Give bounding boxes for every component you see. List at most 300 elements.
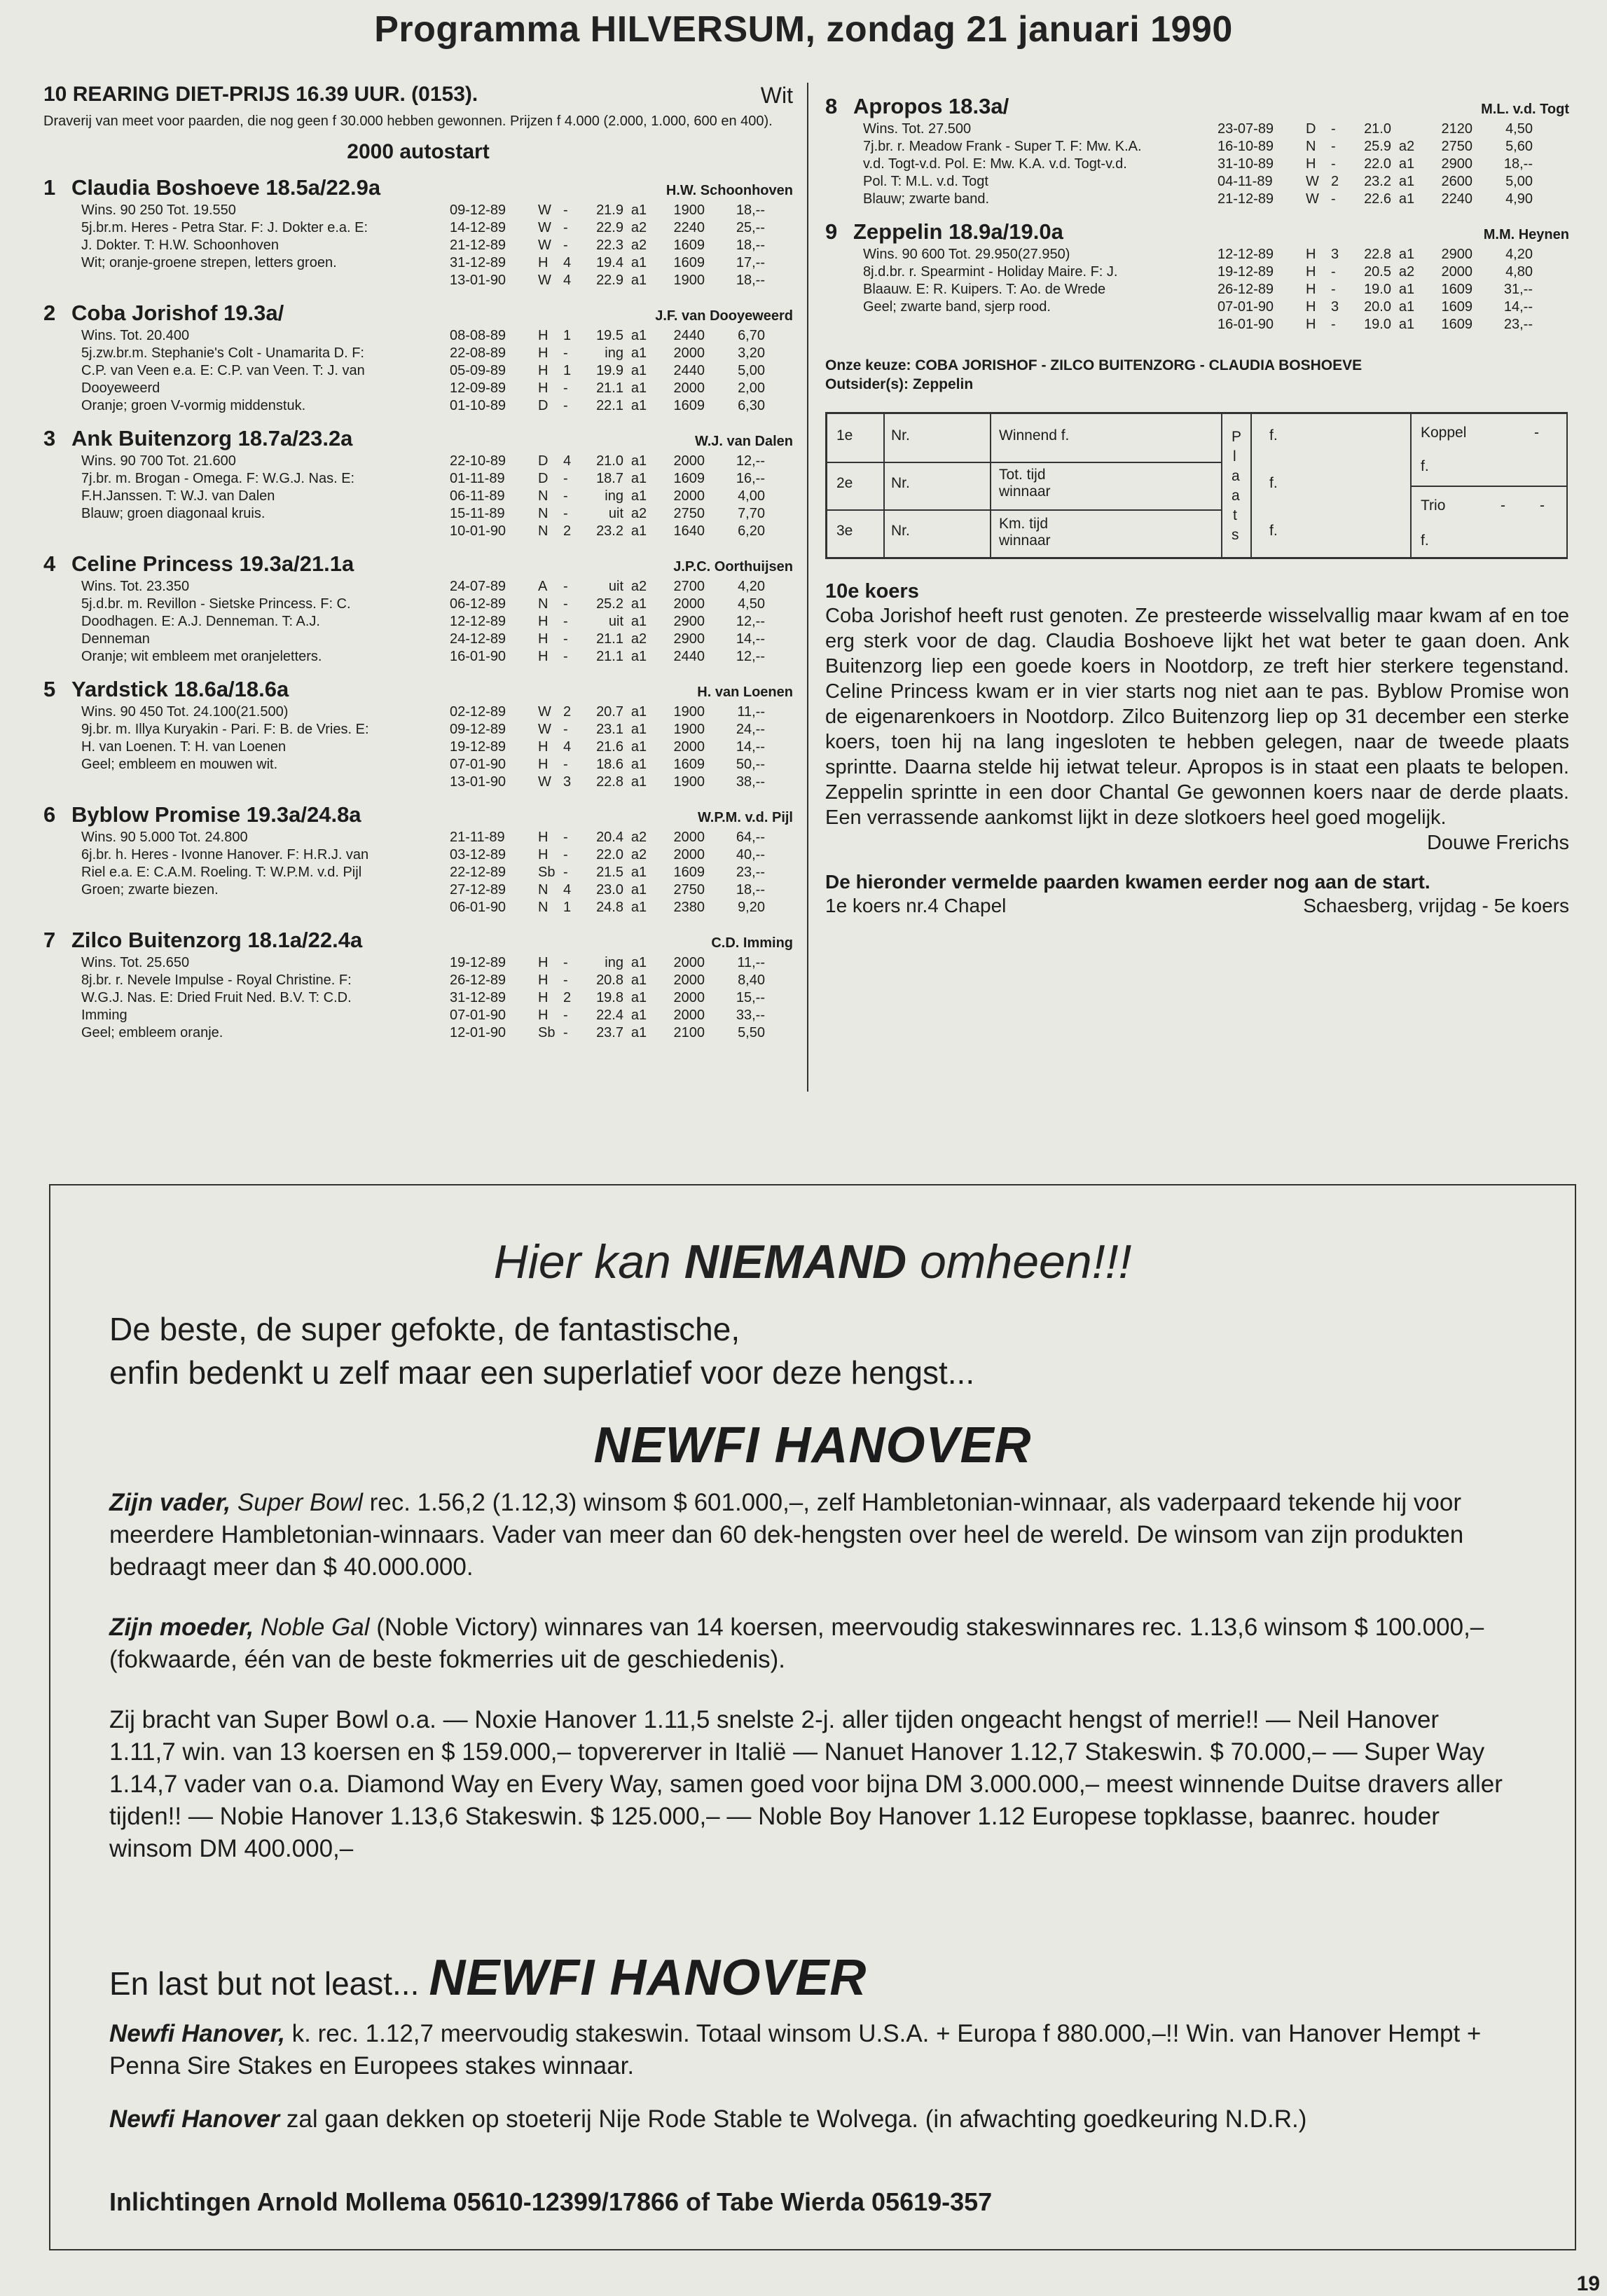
result-cell: W xyxy=(538,774,551,790)
ad-stud-text: zal gaan dekken op stoeterij Nije Rode Stable te Wolvega. (in afwachting goedkeuring N.D.R.) xyxy=(280,2105,1307,2133)
result-cell: 4 xyxy=(563,882,572,898)
result-cell: 1900 xyxy=(673,774,705,790)
result-cell: 31-12-89 xyxy=(450,990,506,1005)
result-cell: 19.9 xyxy=(596,363,623,378)
earlier-row xyxy=(825,895,1569,917)
result-cell xyxy=(1391,121,1422,138)
race-title: 10 REARING DIET-PRIJS 16.39 UUR. (0153). xyxy=(43,83,478,106)
result-cell: D xyxy=(538,453,549,469)
result-cell: 2900 xyxy=(673,631,705,647)
horse-info-line: Geel; embleem oranje. xyxy=(81,1025,223,1040)
result-cell: 04-11-89 xyxy=(1218,174,1273,189)
our-choice xyxy=(825,356,1569,394)
result-cell: 1609 xyxy=(1441,282,1472,297)
result-cell: 18.6 xyxy=(596,757,623,772)
grid-label: Km. tijd xyxy=(999,516,1049,532)
left-column xyxy=(43,83,793,1042)
ad-title-pre: Hier kan xyxy=(493,1235,684,1288)
result-cell: 4,50 xyxy=(1505,121,1533,137)
result-row xyxy=(450,1007,793,1024)
advertisement xyxy=(49,1184,1576,2250)
horse-info-line: Wins. 90 450 Tot. 24.100(21.500) xyxy=(81,704,289,720)
comment-author: Douwe Frerichs xyxy=(1426,832,1569,854)
horse-info-line: C.P. van Veen e.a. E: C.P. van Veen. T: J. van xyxy=(81,363,365,378)
horse-entry xyxy=(43,301,793,415)
result-cell: a1 xyxy=(1398,191,1415,207)
result-cell: H xyxy=(1306,156,1316,172)
result-cell: 4 xyxy=(563,453,572,469)
horse-info-line: Wins. Tot. 20.400 xyxy=(81,328,190,343)
horse-header xyxy=(43,928,793,953)
ad-stud-lead: Newfi Hanover xyxy=(109,2105,280,2133)
ad-intro-line: enfin bedenkt u zelf maar een superlatief voor deze hengst... xyxy=(109,1354,975,1391)
result-cell: - xyxy=(563,847,568,862)
result-cell: - xyxy=(563,757,568,772)
result-cell: a1 xyxy=(630,255,647,270)
horse-info xyxy=(43,829,450,916)
result-cell: - xyxy=(563,471,568,486)
result-cell: 22.9 xyxy=(596,273,623,288)
result-cell: a1 xyxy=(630,774,647,790)
result-cell: a1 xyxy=(630,614,647,629)
horse-trainer: J.P.C. Oorthuijsen xyxy=(673,559,793,575)
horse-info-line: Oranje; wit embleem met oranjeletters. xyxy=(81,649,322,664)
result-cell: 17,-- xyxy=(736,255,765,270)
result-cell: a1 xyxy=(630,596,647,612)
result-cell: - xyxy=(1331,139,1336,154)
result-cell: 2000 xyxy=(673,955,705,970)
horse-info-line: Pol. T: M.L. v.d. Togt xyxy=(863,174,988,189)
result-cell: W xyxy=(538,202,551,218)
result-cell: 2000 xyxy=(673,345,705,361)
result-cell: 13-01-90 xyxy=(450,273,506,288)
result-cell: N xyxy=(538,488,549,504)
result-row xyxy=(450,613,793,631)
result-cell: 15,-- xyxy=(736,990,765,1005)
horse-title: Byblow Promise 19.3a/24.8a xyxy=(71,802,361,827)
result-cell: 07-01-90 xyxy=(450,1008,506,1023)
horse-trainer: W.P.M. v.d. Pijl xyxy=(698,810,793,825)
result-cell: 2000 xyxy=(673,380,705,396)
result-cell: 1640 xyxy=(673,523,705,539)
result-cell: 2000 xyxy=(1441,264,1472,280)
earlier-left: 1e koers nr.4 Chapel xyxy=(825,895,1007,916)
result-cell: 26-12-89 xyxy=(450,972,506,988)
horse-entry xyxy=(43,426,793,540)
result-cell: 2440 xyxy=(673,363,705,378)
horse-name xyxy=(43,802,361,827)
result-row xyxy=(450,774,793,791)
horse-results xyxy=(1218,246,1569,334)
result-cell: 2750 xyxy=(673,882,705,898)
result-cell: 2240 xyxy=(673,220,705,235)
horse-results xyxy=(450,327,793,415)
horse-header xyxy=(43,551,793,577)
result-cell: H xyxy=(538,631,549,647)
result-cell: a1 xyxy=(630,273,647,288)
result-cell: - xyxy=(563,238,568,253)
result-row xyxy=(450,380,793,397)
result-cell: 23.0 xyxy=(596,882,623,898)
ad-father-name: Super Bowl xyxy=(237,1489,363,1516)
result-cell: - xyxy=(563,579,568,594)
ad-title-bold: NIEMAND xyxy=(684,1235,907,1288)
ad-intro xyxy=(109,1307,1440,1394)
grid-label: Nr. xyxy=(891,475,910,491)
result-cell: a1 xyxy=(630,1025,647,1040)
grid-label: a xyxy=(1232,488,1240,504)
result-cell: 1609 xyxy=(673,238,705,253)
grid-label: 3e xyxy=(836,523,853,539)
result-cell: 12-09-89 xyxy=(450,380,506,396)
horse-info xyxy=(43,703,450,791)
result-cell: - xyxy=(563,380,568,396)
result-cell: a2 xyxy=(630,238,647,253)
horse-trainer: C.D. Imming xyxy=(711,935,793,951)
result-cell: 27-12-89 xyxy=(450,882,506,898)
result-cell: 2000 xyxy=(673,596,705,612)
result-row xyxy=(450,237,793,254)
horse-title: Zeppelin 18.9a/19.0a xyxy=(853,219,1063,244)
result-row xyxy=(450,505,793,523)
result-cell: 2750 xyxy=(673,506,705,521)
result-cell: 23.1 xyxy=(596,722,623,737)
horse-number: 9 xyxy=(825,219,838,244)
result-cell: 6,70 xyxy=(738,328,765,343)
horse-name xyxy=(43,301,284,326)
horse-name xyxy=(43,677,289,702)
result-cell: 16-01-90 xyxy=(1218,317,1274,332)
result-cell: H xyxy=(538,328,549,343)
horse-body xyxy=(43,954,793,1042)
result-cell: H xyxy=(538,757,549,772)
result-cell: a2 xyxy=(1398,264,1415,280)
result-cell: N xyxy=(538,596,549,612)
result-cell: H xyxy=(1306,282,1316,297)
result-cell: 21.9 xyxy=(596,202,623,218)
result-row xyxy=(1218,191,1569,208)
result-row xyxy=(450,596,793,613)
result-row xyxy=(450,272,793,289)
grid-label: f. xyxy=(1421,458,1429,474)
result-cell: H xyxy=(538,255,549,270)
result-cell: 31-10-89 xyxy=(1218,156,1274,172)
result-cell: 06-12-89 xyxy=(450,596,506,612)
result-cell: 3 xyxy=(1331,247,1339,262)
horse-info-line: Wins. 90 250 Tot. 19.550 xyxy=(81,202,236,218)
result-cell: 16,-- xyxy=(736,471,765,486)
betting-grid xyxy=(825,412,1568,559)
horse-title: Coba Jorishof 19.3a/ xyxy=(71,301,284,325)
result-cell: - xyxy=(1331,121,1336,137)
result-cell: 2 xyxy=(563,523,572,539)
result-cell: 12-12-89 xyxy=(1218,247,1274,262)
horse-title: Yardstick 18.6a/18.6a xyxy=(71,677,289,701)
result-cell: - xyxy=(563,830,568,845)
result-cell: H xyxy=(538,990,549,1005)
horse-info-line: 8j.d.br. r. Spearmint - Holiday Maire. F: J. xyxy=(863,264,1118,280)
result-cell: 21.5 xyxy=(596,865,623,880)
horse-info-line: Blauw; groen diagonaal kruis. xyxy=(81,506,265,521)
result-row xyxy=(450,738,793,756)
grid-label: f. xyxy=(1269,475,1278,491)
result-cell: 21-12-89 xyxy=(1218,191,1274,207)
result-cell: H xyxy=(538,972,549,988)
result-cell: 06-01-90 xyxy=(450,900,506,915)
grid-label: a xyxy=(1232,468,1240,484)
result-cell: 1 xyxy=(563,900,572,915)
result-cell: 4 xyxy=(563,273,572,288)
result-cell: 4,00 xyxy=(738,488,765,504)
result-cell: 09-12-89 xyxy=(450,722,506,737)
result-cell: a1 xyxy=(630,722,647,737)
result-cell: 12,-- xyxy=(736,614,765,629)
horse-trainer: H. van Loenen xyxy=(697,685,793,700)
horse-number: 1 xyxy=(43,175,56,200)
grid-label: l xyxy=(1233,448,1236,465)
result-cell: 2,00 xyxy=(738,380,765,396)
result-cell: W xyxy=(538,722,551,737)
result-row xyxy=(450,453,793,470)
result-cell: 12,-- xyxy=(736,453,765,469)
result-cell: 2000 xyxy=(673,488,705,504)
result-cell: a1 xyxy=(630,649,647,664)
result-cell: 23,-- xyxy=(1503,317,1533,332)
horse-info-line: Geel; embleem en mouwen wit. xyxy=(81,757,278,772)
result-cell: - xyxy=(563,614,568,629)
result-cell: 18,-- xyxy=(1503,156,1533,172)
result-cell: 20.7 xyxy=(596,704,623,720)
grid-label: Nr. xyxy=(891,523,910,539)
result-cell: 22.0 xyxy=(1364,156,1391,172)
result-cell: 1 xyxy=(563,328,572,343)
result-cell: 20.8 xyxy=(596,972,623,988)
result-cell: a2 xyxy=(630,847,647,862)
grid-label: f. xyxy=(1269,427,1278,444)
result-cell: 2000 xyxy=(673,990,705,1005)
horse-info-line: Wins. 90 5.000 Tot. 24.800 xyxy=(81,830,248,845)
ad-father-lead: Zijn vader, xyxy=(109,1489,231,1516)
grid-cell xyxy=(827,413,884,462)
result-cell: ing xyxy=(605,488,623,504)
result-cell: H xyxy=(538,345,549,361)
result-cell: 9,20 xyxy=(738,900,765,915)
result-cell: 25,-- xyxy=(736,220,765,235)
result-cell: 22-08-89 xyxy=(450,345,506,361)
result-cell: uit xyxy=(608,614,623,629)
result-cell: 16-01-90 xyxy=(450,649,506,664)
result-cell: - xyxy=(563,631,568,647)
result-row xyxy=(450,703,793,721)
horse-info-line: Riel e.a. E: C.A.M. Roeling. T: W.P.M. v.d. Pijl xyxy=(81,865,362,880)
result-cell: 3 xyxy=(563,774,572,790)
result-row xyxy=(450,648,793,666)
result-cell: a2 xyxy=(630,506,647,521)
result-cell: 12-12-89 xyxy=(450,614,506,629)
result-cell: 33,-- xyxy=(736,1008,765,1023)
result-cell: H xyxy=(538,955,549,970)
result-cell: 19.0 xyxy=(1364,282,1391,297)
horse-info-line: Dooyeweerd xyxy=(81,380,160,396)
horse-info-line: 5j.d.br. m. Revillon - Sietske Princess. F: C. xyxy=(81,596,351,612)
grid-label: f. xyxy=(1421,532,1429,549)
result-cell: 1609 xyxy=(673,255,705,270)
result-cell: 2000 xyxy=(673,972,705,988)
horse-entry xyxy=(43,928,793,1042)
race-header xyxy=(43,83,793,109)
result-cell: 21.6 xyxy=(596,739,623,755)
horse-title: Claudia Boshoeve 18.5a/22.9a xyxy=(71,175,381,200)
ad-father-text: rec. 1.56,2 (1.12,3) winsom $ 601.000,–, zelf Hambletonian-winnaar, als vaderpaard tekende hij voor meerdere Hambletonian-winnaars. Vader van meer dan 60 dek-hengsten over heel de wereld. De winsom van zijn produkten bedraagt meer dan $ 40.000.000. xyxy=(109,1489,1464,1581)
grid-label: P xyxy=(1232,429,1242,445)
horse-entry xyxy=(825,219,1569,334)
result-cell: 24-12-89 xyxy=(450,631,506,647)
result-cell: 23.2 xyxy=(1364,174,1391,189)
result-cell: - xyxy=(1331,156,1336,172)
result-cell: uit xyxy=(608,506,623,521)
result-cell: 6,30 xyxy=(738,398,765,413)
result-cell: 18,-- xyxy=(736,202,765,218)
grid-label: 1e xyxy=(836,427,853,444)
result-cell: N xyxy=(538,900,549,915)
horse-number: 5 xyxy=(43,677,56,701)
horse-body xyxy=(825,246,1569,334)
result-cell: a1 xyxy=(630,900,647,915)
grid-label: - xyxy=(1501,497,1505,514)
result-cell: - xyxy=(563,345,568,361)
horse-body xyxy=(43,327,793,415)
horse-trainer: J.F. van Dooyeweerd xyxy=(655,308,793,324)
result-cell: 24-07-89 xyxy=(450,579,506,594)
result-cell: 38,-- xyxy=(736,774,765,790)
ad-contact: Inlichtingen Arnold Mollema 05610-12399/17866 of Tabe Wierda 05619-357 xyxy=(109,2187,993,2216)
grid-label: - xyxy=(1534,425,1539,441)
horse-body xyxy=(43,703,793,791)
result-cell: 09-12-89 xyxy=(450,202,506,218)
ad-mother xyxy=(109,1611,1510,1676)
horse-number: 3 xyxy=(43,426,56,451)
grid-label: s xyxy=(1232,527,1239,543)
result-cell: 1900 xyxy=(673,722,705,737)
result-row xyxy=(450,523,793,540)
result-cell: 2700 xyxy=(673,579,705,594)
horse-number: 7 xyxy=(43,928,56,952)
horse-trainer: M.L. v.d. Togt xyxy=(1481,102,1569,117)
result-cell: a1 xyxy=(630,453,647,469)
result-cell: H xyxy=(538,649,549,664)
earlier-title: De hieronder vermelde paarden kwamen eerder nog aan de start. xyxy=(825,871,1430,893)
result-cell: 20.4 xyxy=(596,830,623,845)
result-cell: 1900 xyxy=(673,273,705,288)
column-divider xyxy=(807,83,808,1092)
result-cell: N xyxy=(1306,139,1316,154)
result-row xyxy=(1218,246,1569,263)
horse-info-line: Geel; zwarte band, sjerp rood. xyxy=(863,299,1051,315)
result-cell: 20.5 xyxy=(1364,264,1391,280)
result-cell: - xyxy=(563,202,568,218)
result-row xyxy=(450,397,793,415)
result-cell: 1609 xyxy=(673,757,705,772)
horse-info-line: H. van Loenen. T: H. van Loenen xyxy=(81,739,287,755)
result-cell: 4 xyxy=(563,255,572,270)
horse-name xyxy=(43,426,352,451)
result-cell: 2440 xyxy=(673,328,705,343)
result-row xyxy=(450,846,793,864)
result-cell: 31,-- xyxy=(1503,282,1533,297)
result-cell: 7,70 xyxy=(738,506,765,521)
result-cell: 1609 xyxy=(1441,299,1472,315)
result-cell: N xyxy=(538,506,549,521)
result-row xyxy=(450,829,793,846)
horse-trainer: M.M. Heynen xyxy=(1483,227,1569,242)
grid-label: 2e xyxy=(836,475,853,491)
ad-father xyxy=(109,1487,1510,1583)
horse-results xyxy=(450,202,793,289)
result-cell: a1 xyxy=(630,345,647,361)
horse-info xyxy=(43,327,450,415)
result-cell: 22.1 xyxy=(596,398,623,413)
result-cell: 22.9 xyxy=(596,220,623,235)
ad-last-pre: En last but not least... xyxy=(109,1965,420,2002)
grid-cell xyxy=(827,510,884,558)
result-row xyxy=(1218,263,1569,281)
result-cell: a2 xyxy=(630,830,647,845)
result-cell: H xyxy=(538,363,549,378)
result-cell: 22.4 xyxy=(596,1008,623,1023)
result-cell: - xyxy=(563,596,568,612)
result-row xyxy=(1218,138,1569,156)
result-cell: 5,00 xyxy=(738,363,765,378)
horse-info-line: Wins. 90 600 Tot. 29.950(27.950) xyxy=(863,247,1070,262)
result-cell: 11,-- xyxy=(737,704,765,720)
result-cell: H xyxy=(538,380,549,396)
result-row xyxy=(450,721,793,738)
result-row xyxy=(1218,173,1569,191)
result-cell: A xyxy=(538,579,548,594)
result-cell: a1 xyxy=(1398,247,1415,262)
result-cell: a1 xyxy=(630,990,647,1005)
result-cell: ing xyxy=(605,345,623,361)
result-cell: 19-12-89 xyxy=(450,955,506,970)
result-row xyxy=(450,254,793,272)
result-cell: W xyxy=(1306,191,1319,207)
result-cell: 2380 xyxy=(673,900,705,915)
result-cell: 07-01-90 xyxy=(450,757,506,772)
result-cell: a1 xyxy=(630,328,647,343)
result-cell: 22-10-89 xyxy=(450,453,506,469)
result-cell: a1 xyxy=(630,398,647,413)
result-cell: 3 xyxy=(1331,299,1339,315)
result-cell: 1609 xyxy=(1441,317,1472,332)
horse-body xyxy=(43,829,793,916)
page-title: Programma HILVERSUM, zondag 21 januari 1990 xyxy=(374,9,1233,50)
horse-name xyxy=(825,219,1063,245)
ad-offspring: Zij bracht van Super Bowl o.a. — Noxie Hanover 1.11,5 snelste 2-j. aller tijden ongeacht hengst of merrie!! — Neil Hanover 1.11,7 win. van 13 koersen en $ 159.000,– topvererver in Italië — Nanuet Hanover 1.12,7 Stakeswin. $ 70.000,– — Super Way 1.14,7 vader van o.a. Diamond Way en Every Way, samen goed voor bijna DM 3.000.000,– meest winnende Duitse dravers aller tijden!! — Nobie Hanover 1.13,6 Stakeswin. $ 125.000,– — Noble Boy Hanover 1.12 Europese topklasse, baanrec. houder winsom DM 400.000,– xyxy=(109,1706,1503,1862)
result-cell: 05-09-89 xyxy=(450,363,506,378)
result-cell: 25.2 xyxy=(596,596,623,612)
horse-entry xyxy=(825,94,1569,208)
result-cell: 21-12-89 xyxy=(450,238,506,253)
horse-info-line: Wins. Tot. 23.350 xyxy=(81,579,190,594)
result-cell: 1609 xyxy=(673,398,705,413)
result-cell: 21-11-89 xyxy=(450,830,505,845)
ad-mother-name: Noble Gal xyxy=(260,1614,370,1641)
result-cell: 2440 xyxy=(673,649,705,664)
result-row xyxy=(450,631,793,648)
result-cell: - xyxy=(1331,191,1336,207)
result-cell: 50,-- xyxy=(736,757,765,772)
result-cell: N xyxy=(538,523,549,539)
